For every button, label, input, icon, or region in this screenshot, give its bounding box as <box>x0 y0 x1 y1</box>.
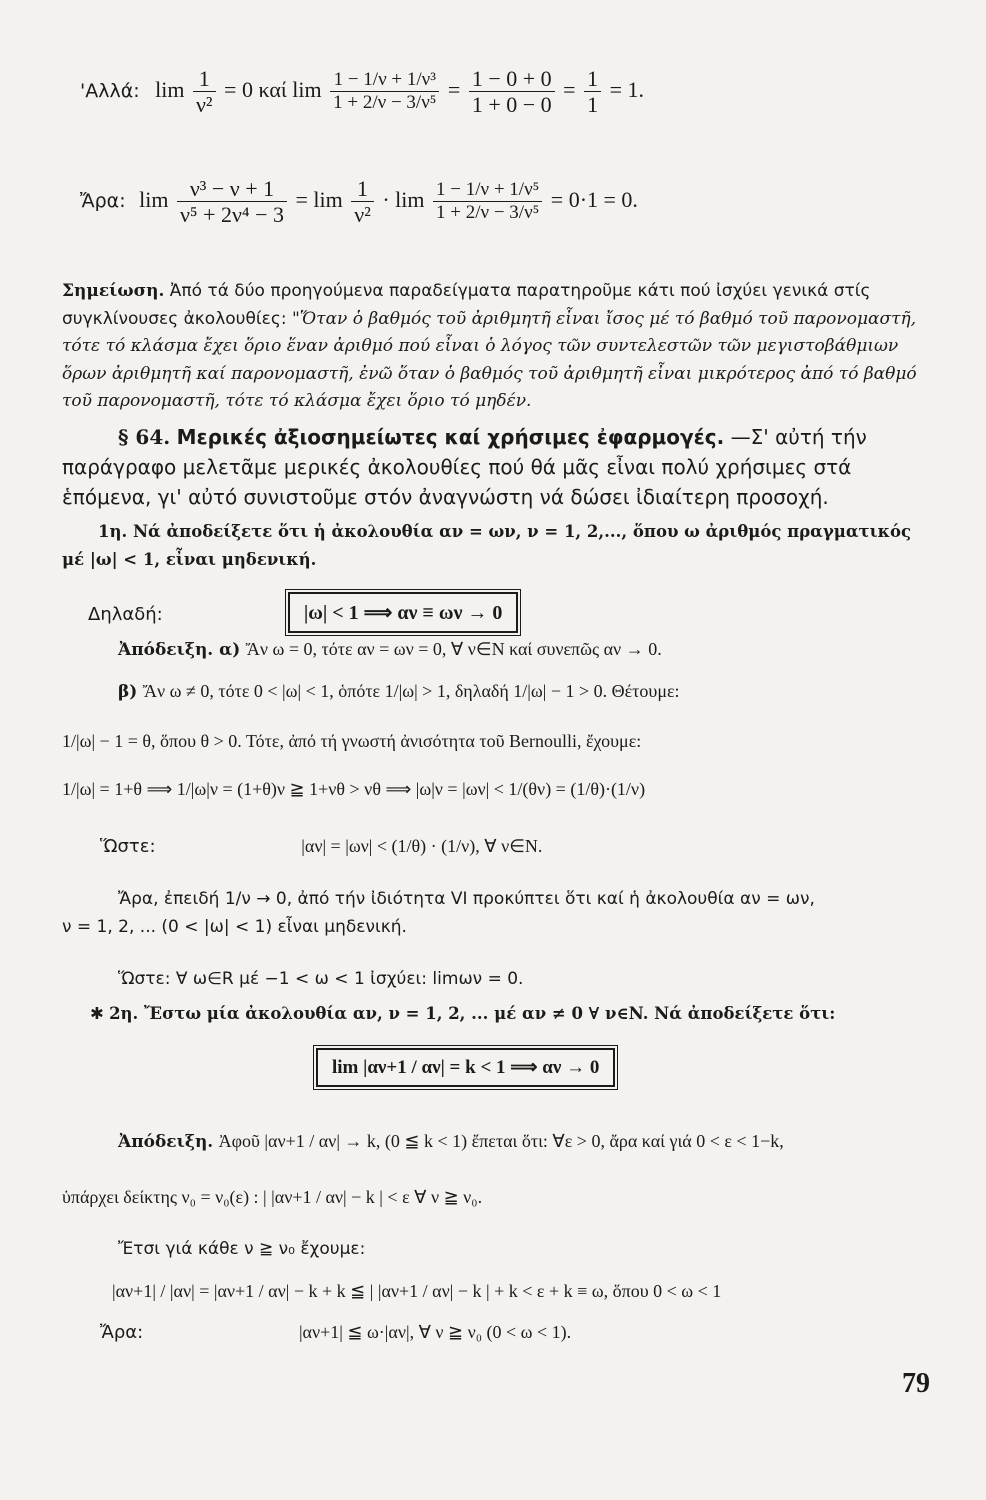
theta-definition-text: 1/|ω| − 1 = θ, ὅπου θ > 0. Τότε, ἀπό τή γνωστή ἀνισότητα τοῦ Bernoulli, ἔχουμε: <box>62 731 642 751</box>
fraction <box>330 69 439 114</box>
exercise-2-statement <box>62 1000 927 1028</box>
page-number: 79 <box>902 1368 930 1399</box>
proof-2-chain <box>62 1278 927 1307</box>
exercise-2-text: 2η. Ἔστω μία ἀκολουθία αν, ν = 1, 2, ... μέ αν ≠ 0 ∀ ν∈N. Νά ἀποδείξετε ὅτι: <box>109 1004 836 1023</box>
lim-word: lim <box>155 76 185 102</box>
section-number: § 64. <box>118 425 171 449</box>
theta-definition <box>62 728 927 757</box>
limit-line-2 <box>80 176 638 228</box>
note-heading: Σημείωση. <box>62 281 165 301</box>
proof-a-heading: Ἀπόδειξη. α) <box>118 640 241 660</box>
fraction <box>433 179 542 224</box>
equals-sign: = <box>447 76 461 102</box>
star-icon: ✱ <box>90 1004 104 1023</box>
proof-2 <box>62 1128 927 1157</box>
limit-line-1 <box>80 66 644 118</box>
bernoulli-inequality: 1/|ω| = 1+θ ⟹ 1/|ω|ν = (1+θ)ν ≧ 1+νθ > νθ ⟹ |ω|ν = |ων| < 1/(θν) = (1/θ)·(1/ν) <box>62 779 646 799</box>
result-text: = 0·1 = 0. <box>550 186 638 212</box>
fraction <box>193 66 216 118</box>
result-box-1: |ω| < 1 ⟹ αν ≡ ων → 0 <box>288 592 519 633</box>
equals-one-text: = 1. <box>609 76 645 102</box>
fraction-numerator: 1 <box>584 66 601 92</box>
fraction-numerator: 1 − 1/ν + 1/ν⁵ <box>433 179 542 202</box>
fraction <box>177 176 287 228</box>
namely-label: Δηλαδή: <box>88 604 163 625</box>
section-title: Μερικές ἀξιοσημείωτες καί χρήσιμες ἐφαρμογές. <box>176 425 725 449</box>
section-64 <box>62 422 927 512</box>
proof-a-text: Ἄν ω = 0, τότε αν = ων = 0, ∀ ν∈N καί συνεπῶς αν → 0. <box>245 639 662 659</box>
fraction-numerator: 1 − 1/ν + 1/ν³ <box>330 69 439 92</box>
equals-lim-text: = lim <box>295 186 343 212</box>
so-label: Ὥστε: <box>100 836 156 857</box>
fraction-numerator: 1 − 0 + 0 <box>469 66 555 92</box>
label-but: 'Αλλά: <box>80 79 140 102</box>
proof-2-thus <box>62 1236 927 1264</box>
equals-zero-text: = 0 καί lim <box>224 76 322 102</box>
proof-b-heading: β) <box>118 682 138 702</box>
therefore-text-2: ν = 1, 2, ... (0 < |ω| < 1) εἶναι μηδενική. <box>62 916 407 937</box>
note-text: Ἀπό τά δύο προηγούμενα παραδείγματα παρατηροῦμε κάτι πού ἰσχύει γενικά στίς συγκλίνουσες ἀκολουθίες: <box>62 281 871 329</box>
label-therefore: Ἄρα: <box>80 189 126 212</box>
bernoulli-line <box>62 776 927 805</box>
lim-word: lim <box>139 186 169 212</box>
proof-b <box>62 678 927 707</box>
therefore-label: Ἄρα: <box>100 1322 144 1343</box>
fraction-denominator: ν² <box>354 202 371 228</box>
therefore-text: Ἄρα, ἐπειδή 1/ν → 0, ἀπό τήν ἰδιότητα VI προκύπτει ὅτι καί ἡ ἀκολουθία αν = ων, <box>118 889 815 909</box>
proof-2-line-3: Ἔτσι γιά κάθε ν ≧ ν₀ ἔχουμε: <box>118 1239 366 1259</box>
proof-2-line-4: |αν+1| / |αν| = |αν+1 / αν| − k + k ≦ | |αν+1 / αν| − k | + k < ε + k ≡ ω, ὅπου 0 < ω < 1 <box>112 1281 722 1301</box>
conclusion-text: Ὥστε: ∀ ω∈R μέ −1 < ω < 1 ἰσχύει: limων = 0. <box>118 969 524 989</box>
equals-sign: = <box>563 76 576 102</box>
proof-2-line-2: ὑπάρχει δείκτης ν₀ = ν₀(ε) : | |αν+1 / αν| − k | < ε ∀ ν ≧ ν₀. <box>62 1187 483 1207</box>
fraction-denominator: 1 + 0 − 0 <box>471 92 552 118</box>
namely-row <box>88 592 518 633</box>
dot-lim-text: · lim <box>382 186 425 212</box>
proof-a <box>62 636 927 665</box>
fraction-numerator: ν³ − ν + 1 <box>177 176 287 202</box>
fraction <box>584 66 601 118</box>
fraction-numerator: 1 <box>351 176 374 202</box>
fraction-numerator: 1 <box>193 66 216 92</box>
so-row <box>100 836 542 857</box>
fraction-denominator: 1 <box>587 92 599 118</box>
proof-2-heading: Ἀπόδειξη. <box>118 1132 214 1152</box>
so-expression: |αν| = |ων| < (1/θ) · (1/ν), ∀ ν∈N. <box>301 836 543 856</box>
fraction <box>351 176 374 228</box>
note-paragraph <box>62 278 927 416</box>
result-box-2-row <box>316 1048 615 1087</box>
conclusion-1 <box>62 966 927 994</box>
fraction <box>469 66 555 118</box>
note-rule: "Ὅταν ὁ βαθμός τοῦ ἀριθμητῆ εἶναι ἴσος μέ τό βαθμό τοῦ παρονομαστῆ, τότε τό κλάσμα ἔχει ὅριο ἕναν ἀριθμό πού εἶναι ὁ λόγος τῶν συντελεστῶν τῶν μεγιστοβάθμιων ὅρων ἀριθμητῆ καί παρονομαστῆ, ἐνῶ ὅταν ὁ βαθμός τοῦ ἀριθμητῆ εἶναι μικρότερος ἀπό τό βαθμό τοῦ παρονομαστῆ, τότε τό κλάσμα ἔχει ὅριο τό μηδέν. <box>62 308 917 411</box>
exercise-1-statement <box>62 518 927 573</box>
fraction-denominator: 1 + 2/ν − 3/ν⁵ <box>333 92 437 114</box>
proof-2-line-1: Ἀφοῦ |αν+1 / αν| → k, (0 ≦ k < 1) ἔπεται ὅτι: ∀ε > 0, ἄρα καί γιά 0 < ε < 1−k, <box>218 1131 784 1151</box>
exercise-1-text: 1η. Νά ἀποδείξετε ὅτι ἡ ἀκολουθία αν = ων, ν = 1, 2,..., ὅπου ω ἀριθμός πραγματικός μέ |ω| < 1, εἶναι μηδενική. <box>62 522 912 569</box>
section-intro: —Σ' αὐτή τήν παράγραφο μελετᾶμε μερικές ἀκολουθίες πού θά μᾶς εἶναι πολύ χρήσιμες στά ἑπόμενα, γι' αὐτό συνιστοῦμε στόν ἀναγνώστη νά δώσει ἰδιαίτερη προσοχή. <box>62 425 867 509</box>
therefore-paragraph <box>62 886 927 941</box>
therefore-row-2 <box>100 1322 571 1343</box>
fraction-denominator: ν² <box>195 92 213 118</box>
proof-2-index <box>62 1184 927 1213</box>
result-box-2: lim |αν+1 / αν| = k < 1 ⟹ αν → 0 <box>316 1048 615 1087</box>
fraction-denominator: 1 + 2/ν − 3/ν⁵ <box>435 202 540 224</box>
proof-b-text: Ἄν ω ≠ 0, τότε 0 < |ω| < 1, ὁπότε 1/|ω| > 1, δηλαδή 1/|ω| − 1 > 0. Θέτουμε: <box>142 681 680 701</box>
fraction-denominator: ν⁵ + 2ν⁴ − 3 <box>179 202 285 228</box>
therefore-expression: |αν+1| ≦ ω·|αν|, ∀ ν ≧ ν₀ (0 < ω < 1). <box>298 1322 572 1342</box>
